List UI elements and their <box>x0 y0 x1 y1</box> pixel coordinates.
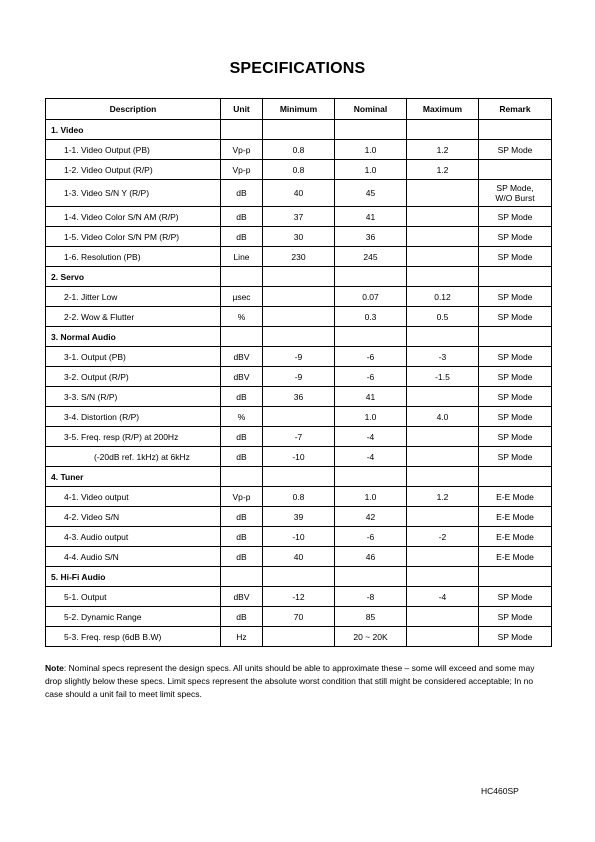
column-header-maximum: Maximum <box>407 99 479 120</box>
cell-minimum <box>263 407 335 427</box>
cell-description: 2-1. Jitter Low <box>46 287 221 307</box>
table-row <box>46 507 552 527</box>
cell-description: 3-5. Freq. resp (R/P) at 200Hz <box>46 427 221 447</box>
cell-maximum <box>407 120 479 140</box>
cell-minimum: -9 <box>263 347 335 367</box>
cell-description: 1-4. Video Color S/N AM (R/P) <box>46 207 221 227</box>
table-row <box>46 627 552 647</box>
cell-remark <box>479 567 552 587</box>
table-row <box>46 227 552 247</box>
table-row <box>46 287 552 307</box>
cell-nominal: 0.3 <box>335 307 407 327</box>
section-row <box>46 267 552 287</box>
cell-maximum <box>407 387 479 407</box>
note-text: : Nominal specs represent the design specs. All units should be able to approximate these – some will exceed and some may drop slightly below these specs. Limit specs represent the absolute worst condition that still might be considered acceptable; In no case should a unit fail to meet limit specs. <box>45 663 535 699</box>
cell-remark: SP Mode <box>479 347 552 367</box>
cell-description: 3-3. S/N (R/P) <box>46 387 221 407</box>
table-row <box>46 547 552 567</box>
cell-nominal: 41 <box>335 207 407 227</box>
cell-maximum <box>407 427 479 447</box>
cell-unit <box>221 267 263 287</box>
cell-nominal: 20 ~ 20K <box>335 627 407 647</box>
cell-unit: dB <box>221 180 263 207</box>
cell-remark: E-E Mode <box>479 527 552 547</box>
cell-description: 5-2. Dynamic Range <box>46 607 221 627</box>
cell-description: 4-2. Video S/N <box>46 507 221 527</box>
cell-minimum: -10 <box>263 447 335 467</box>
cell-description: 4. Tuner <box>46 467 221 487</box>
cell-unit: % <box>221 307 263 327</box>
cell-minimum <box>263 567 335 587</box>
cell-maximum: -3 <box>407 347 479 367</box>
table-row <box>46 207 552 227</box>
table-row <box>46 487 552 507</box>
cell-nominal: 36 <box>335 227 407 247</box>
cell-description: 4-4. Audio S/N <box>46 547 221 567</box>
table-row <box>46 527 552 547</box>
cell-remark: SP Mode <box>479 447 552 467</box>
cell-nominal: 1.0 <box>335 160 407 180</box>
cell-maximum <box>407 227 479 247</box>
cell-description: 4-1. Video output <box>46 487 221 507</box>
cell-remark: SP Mode <box>479 287 552 307</box>
cell-remark <box>479 160 552 180</box>
cell-maximum: 4.0 <box>407 407 479 427</box>
cell-unit: Hz <box>221 627 263 647</box>
cell-description: 2-2. Wow & Flutter <box>46 307 221 327</box>
table-header-row <box>46 99 552 120</box>
cell-maximum: -4 <box>407 587 479 607</box>
cell-maximum <box>407 327 479 347</box>
cell-minimum: -10 <box>263 527 335 547</box>
cell-unit: Vp-p <box>221 140 263 160</box>
cell-remark <box>479 120 552 140</box>
cell-remark: SP Mode <box>479 387 552 407</box>
cell-unit <box>221 467 263 487</box>
cell-maximum: 1.2 <box>407 487 479 507</box>
cell-nominal: -4 <box>335 427 407 447</box>
note-label: Note <box>45 663 64 673</box>
cell-maximum <box>407 180 479 207</box>
section-row <box>46 567 552 587</box>
cell-remark: SP Mode <box>479 607 552 627</box>
cell-minimum: 40 <box>263 547 335 567</box>
cell-maximum <box>407 547 479 567</box>
cell-remark: SP Mode <box>479 587 552 607</box>
cell-maximum <box>407 507 479 527</box>
cell-remark <box>479 180 552 207</box>
cell-description: 3. Normal Audio <box>46 327 221 347</box>
cell-nominal: -8 <box>335 587 407 607</box>
cell-minimum: -7 <box>263 427 335 447</box>
cell-minimum: 70 <box>263 607 335 627</box>
cell-remark: SP Mode <box>479 140 552 160</box>
cell-nominal: 41 <box>335 387 407 407</box>
cell-maximum <box>407 607 479 627</box>
cell-description: 3-2. Output (R/P) <box>46 367 221 387</box>
cell-minimum: 0.8 <box>263 140 335 160</box>
cell-minimum <box>263 307 335 327</box>
cell-minimum: 37 <box>263 207 335 227</box>
cell-nominal <box>335 267 407 287</box>
cell-description: 1. Video <box>46 120 221 140</box>
cell-nominal: 0.07 <box>335 287 407 307</box>
column-header-nominal: Nominal <box>335 99 407 120</box>
cell-description: 4-3. Audio output <box>46 527 221 547</box>
cell-maximum <box>407 627 479 647</box>
cell-remark: SP Mode <box>479 247 552 267</box>
cell-maximum <box>407 467 479 487</box>
cell-nominal <box>335 567 407 587</box>
cell-unit: dB <box>221 507 263 527</box>
cell-unit: Line <box>221 247 263 267</box>
cell-remark <box>479 267 552 287</box>
cell-remark: SP Mode <box>479 227 552 247</box>
cell-unit: Vp-p <box>221 487 263 507</box>
cell-maximum <box>407 567 479 587</box>
cell-description: 3-4. Distortion (R/P) <box>46 407 221 427</box>
cell-nominal: 46 <box>335 547 407 567</box>
table-row <box>46 387 552 407</box>
cell-description: 3-1. Output (PB) <box>46 347 221 367</box>
cell-minimum: 39 <box>263 507 335 527</box>
spec-table-body <box>46 120 552 647</box>
cell-remark: SP Mode <box>479 367 552 387</box>
cell-unit <box>221 567 263 587</box>
cell-minimum: 40 <box>263 180 335 207</box>
cell-minimum <box>263 467 335 487</box>
cell-unit: dB <box>221 387 263 407</box>
cell-minimum <box>263 287 335 307</box>
cell-description: 1-2. Video Output (R/P) <box>46 160 221 180</box>
cell-description: 5-3. Freq. resp (6dB B.W) <box>46 627 221 647</box>
cell-nominal: -6 <box>335 367 407 387</box>
table-row <box>46 347 552 367</box>
cell-unit: dB <box>221 527 263 547</box>
cell-maximum: 0.12 <box>407 287 479 307</box>
cell-unit: dB <box>221 427 263 447</box>
section-row <box>46 120 552 140</box>
cell-maximum: -2 <box>407 527 479 547</box>
cell-minimum: 0.8 <box>263 487 335 507</box>
cell-description: 5-1. Output <box>46 587 221 607</box>
spec-table <box>45 98 552 647</box>
cell-remark: SP Mode <box>479 207 552 227</box>
cell-unit: dB <box>221 207 263 227</box>
cell-unit: dBV <box>221 587 263 607</box>
cell-nominal: -4 <box>335 447 407 467</box>
cell-remark <box>479 327 552 347</box>
cell-unit: Vp-p <box>221 160 263 180</box>
cell-nominal: -6 <box>335 527 407 547</box>
cell-remark: SP Mode <box>479 307 552 327</box>
cell-remark: SP Mode <box>479 407 552 427</box>
cell-nominal <box>335 120 407 140</box>
remark-line: SP Mode, <box>496 183 534 193</box>
cell-description: 5. Hi-Fi Audio <box>46 567 221 587</box>
table-row <box>46 307 552 327</box>
cell-unit: dB <box>221 227 263 247</box>
cell-minimum <box>263 267 335 287</box>
cell-unit: µsec <box>221 287 263 307</box>
table-row <box>46 607 552 627</box>
cell-maximum: 0.5 <box>407 307 479 327</box>
cell-nominal <box>335 467 407 487</box>
cell-maximum: 1.2 <box>407 160 479 180</box>
cell-nominal: 85 <box>335 607 407 627</box>
cell-unit: dB <box>221 547 263 567</box>
cell-minimum: 30 <box>263 227 335 247</box>
page-title: SPECIFICATIONS <box>229 60 366 77</box>
cell-unit: dB <box>221 607 263 627</box>
cell-unit: dBV <box>221 367 263 387</box>
cell-remark <box>479 467 552 487</box>
cell-minimum <box>263 627 335 647</box>
cell-description: 1-3. Video S/N Y (R/P) <box>46 180 221 207</box>
cell-description: 1-6. Resolution (PB) <box>46 247 221 267</box>
cell-remark: E-E Mode <box>479 487 552 507</box>
table-row <box>46 447 552 467</box>
column-header-unit: Unit <box>221 99 263 120</box>
column-header-minimum: Minimum <box>263 99 335 120</box>
cell-unit <box>221 327 263 347</box>
table-row <box>46 180 552 207</box>
cell-unit <box>221 120 263 140</box>
table-row <box>46 427 552 447</box>
table-row <box>46 587 552 607</box>
column-header-description: Description <box>46 99 221 120</box>
cell-minimum: -12 <box>263 587 335 607</box>
cell-maximum: -1.5 <box>407 367 479 387</box>
cell-maximum <box>407 447 479 467</box>
cell-description: 1-5. Video Color S/N PM (R/P) <box>46 227 221 247</box>
cell-nominal: 45 <box>335 180 407 207</box>
cell-description: (-20dB ref. 1kHz) at 6kHz <box>46 447 221 467</box>
cell-nominal <box>335 327 407 347</box>
cell-nominal: 245 <box>335 247 407 267</box>
column-header-remark: Remark <box>479 99 552 120</box>
cell-minimum <box>263 327 335 347</box>
cell-nominal: 42 <box>335 507 407 527</box>
table-row <box>46 367 552 387</box>
table-row <box>46 247 552 267</box>
cell-nominal: 1.0 <box>335 140 407 160</box>
cell-minimum: 230 <box>263 247 335 267</box>
cell-remark: SP Mode <box>479 427 552 447</box>
remark-line: W/O Burst <box>495 193 535 203</box>
cell-unit: % <box>221 407 263 427</box>
cell-description: 2. Servo <box>46 267 221 287</box>
cell-maximum <box>407 247 479 267</box>
section-row <box>46 467 552 487</box>
cell-minimum: 0.8 <box>263 160 335 180</box>
cell-nominal: -6 <box>335 347 407 367</box>
cell-remark: E-E Mode <box>479 507 552 527</box>
cell-unit: dB <box>221 447 263 467</box>
cell-nominal: 1.0 <box>335 487 407 507</box>
section-row <box>46 327 552 347</box>
cell-remark: E-E Mode <box>479 547 552 567</box>
cell-minimum <box>263 120 335 140</box>
cell-maximum: 1.2 <box>407 140 479 160</box>
document-code: HC460SP <box>481 786 519 796</box>
cell-maximum <box>407 267 479 287</box>
note-paragraph <box>45 662 551 701</box>
cell-remark: SP Mode <box>479 627 552 647</box>
table-row <box>46 160 552 180</box>
table-row <box>46 407 552 427</box>
cell-minimum: 36 <box>263 387 335 407</box>
cell-maximum <box>407 207 479 227</box>
cell-nominal: 1.0 <box>335 407 407 427</box>
cell-description: 1-1. Video Output (PB) <box>46 140 221 160</box>
cell-minimum: -9 <box>263 367 335 387</box>
cell-unit: dBV <box>221 347 263 367</box>
table-row <box>46 140 552 160</box>
